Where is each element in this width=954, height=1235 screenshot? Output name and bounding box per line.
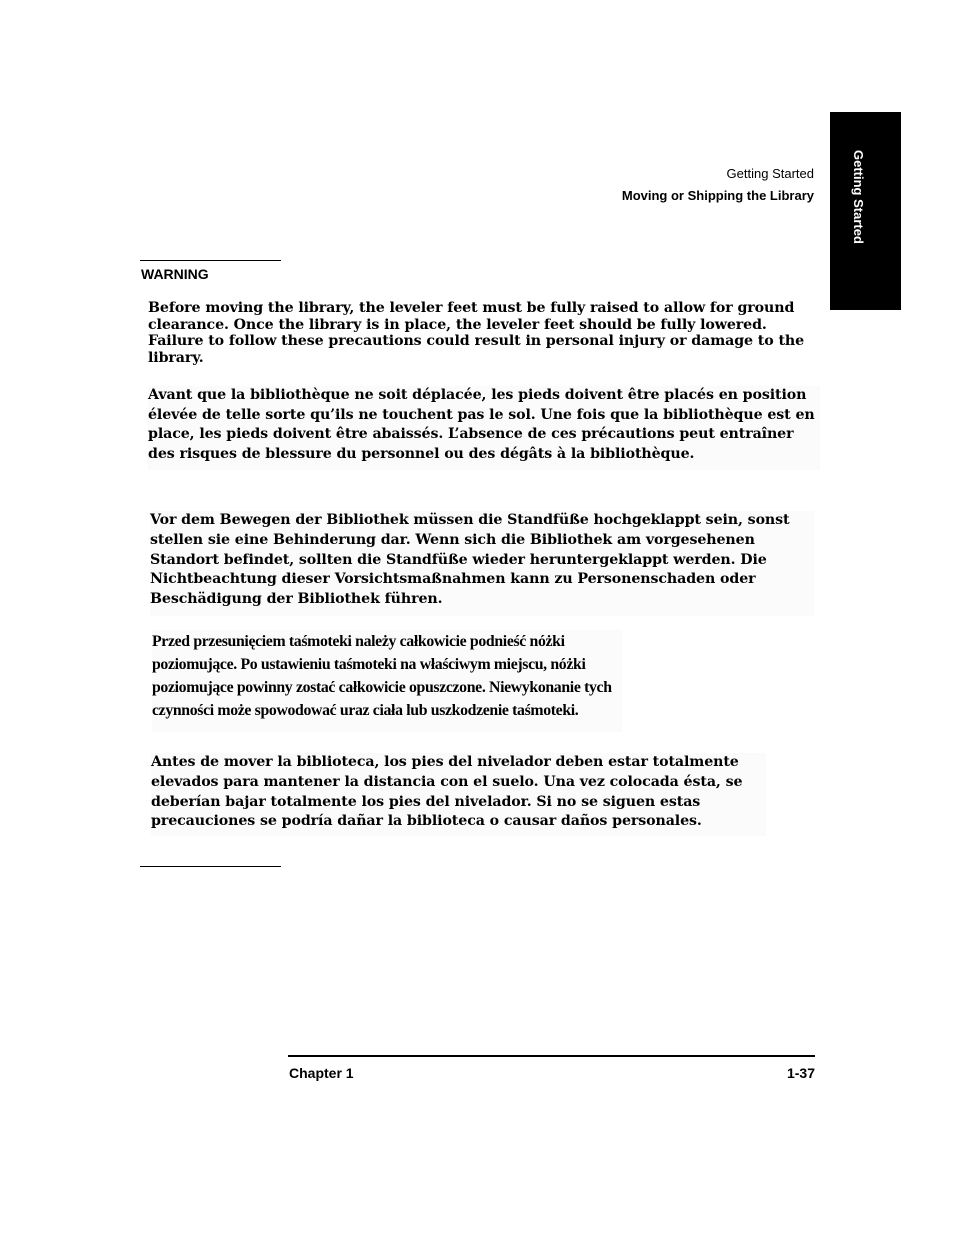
footer-page-number: 1-37: [786, 1065, 815, 1081]
footer-chapter: Chapter 1: [289, 1065, 354, 1081]
warning-text-spanish: Antes de mover la biblioteca, los pies del nivelador deben estar totalmente elevados para mantener la distancia con el suelo. Una vez colocada ésta, se deberían bajar totalmente los pies del nivelador. Si no se siguen estas precauciones se podría dañar la biblioteca o causar daños personales.: [151, 753, 766, 836]
footer-rule: [288, 1055, 815, 1057]
warning-text-french: Avant que la bibliothèque ne soit déplacée, les pieds doivent être placés en position élevée de telle sorte qu’ils ne touchent pas le sol. Une fois que la bibliothèque est en place, les pieds doivent être abaissés. L’absence de ces précautions peut entraîner des risques de blessure du personnel ou des dégâts à la bibliothèque.: [148, 386, 820, 470]
warning-text-german: Vor dem Bewegen der Bibliothek müssen die Standfüße hochgeklappt sein, sonst stellen sie eine Behinderung dar. Wenn sich die Bibliothek am vorgesehenen Standort befindet, sollten die Standfüße wieder heruntergeklappt werden. Die Nichtbeachtung dieser Vorsichtsmaßnahmen kann zu Personenschaden oder Beschädigung der Bibliothek führen.: [150, 511, 814, 616]
side-tab-label: Getting Started: [851, 150, 866, 244]
warning-bottom-rule: [140, 866, 281, 867]
running-header-section: Getting Started: [726, 166, 814, 181]
warning-text-english: Before moving the library, the leveler feet must be fully raised to allow for ground clearance. Once the library is in place, the leveler feet should be fully lowered. Failure to follow these precautions could result in personal injury or damage to the library.: [148, 300, 805, 366]
side-tab: [830, 112, 901, 310]
running-header-title: Moving or Shipping the Library: [621, 188, 814, 203]
warning-top-rule: [140, 260, 281, 261]
warning-label: WARNING: [141, 266, 209, 282]
warning-text-polish: Przed przesunięciem taśmoteki należy całkowicie podnieść nóżki poziomujące. Po ustawieniu taśmoteki na właściwym miejscu, nóżki poziomujące powinny zostać całkowicie opuszczone. Niewykonanie tych czynności może spowodować uraz ciała lub uszkodzenie taśmoteki.: [152, 630, 622, 732]
